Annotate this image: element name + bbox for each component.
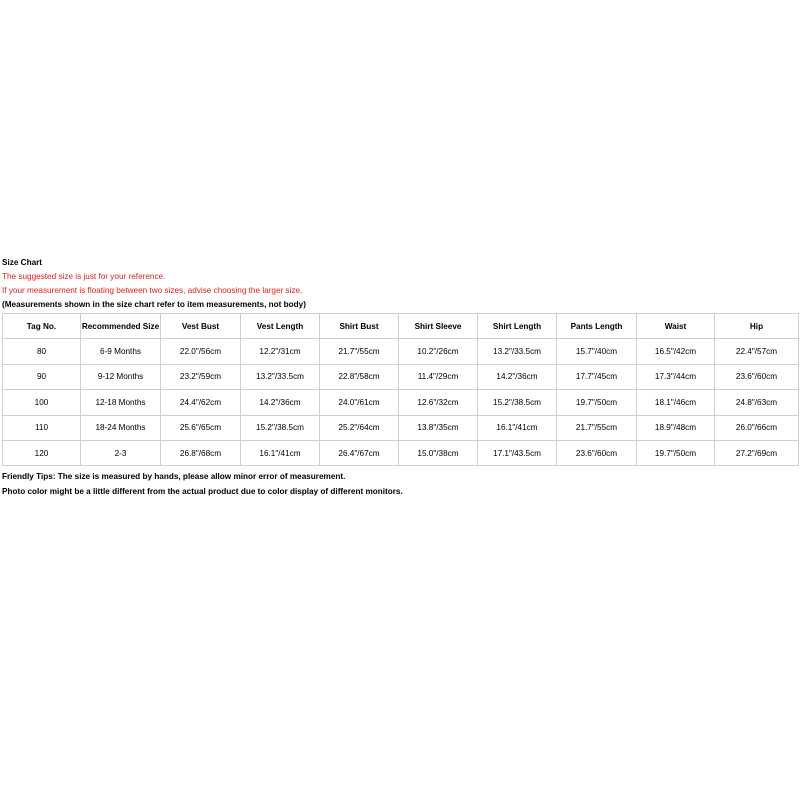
table-cell: 16.1"/41cm [478, 415, 557, 440]
table-cell: 17.3"/44cm [637, 364, 715, 389]
larger-size-advice: If your measurement is floating between two sizes, advise choosing the larger size. [2, 286, 303, 295]
table-cell: 110 [3, 415, 81, 440]
table-cell: 13.8"/35cm [399, 415, 478, 440]
table-cell: 13.2"/33.5cm [241, 364, 320, 389]
header-vest-length: Vest Length [241, 314, 320, 339]
table-cell: 15.7"/40cm [557, 339, 637, 364]
table-cell: 100 [3, 390, 81, 415]
table-cell: 25.2"/64cm [320, 415, 399, 440]
table-row [3, 339, 799, 364]
tips-section [2, 470, 799, 499]
table-cell: 26.8"/68cm [161, 440, 241, 465]
table-cell: 16.5"/42cm [637, 339, 715, 364]
header-tag-no: Tag No. [3, 314, 81, 339]
table-cell: 15.2"/38.5cm [241, 415, 320, 440]
table-cell: 22.8"/58cm [320, 364, 399, 389]
reference-note: The suggested size is just for your reference. [2, 272, 166, 281]
table-cell: 15.2"/38.5cm [478, 390, 557, 415]
table-cell: 24.8"/63cm [715, 390, 799, 415]
header-hip: Hip [715, 314, 799, 339]
table-cell: 9-12 Months [81, 364, 161, 389]
table-cell: 17.7"/45cm [557, 364, 637, 389]
table-cell: 23.6"/60cm [557, 440, 637, 465]
header-shirt-length: Shirt Length [478, 314, 557, 339]
table-cell: 6-9 Months [81, 339, 161, 364]
table-cell: 15.0"/38cm [399, 440, 478, 465]
table-row [3, 364, 799, 389]
table-cell: 10.2"/26cm [399, 339, 478, 364]
table-row [3, 440, 799, 465]
table-cell: 18.9"/48cm [637, 415, 715, 440]
table-cell: 19.7"/50cm [557, 390, 637, 415]
table-cell: 26.4"/67cm [320, 440, 399, 465]
table-cell: 120 [3, 440, 81, 465]
size-table [2, 313, 799, 466]
table-cell: 25.6"/65cm [161, 415, 241, 440]
table-cell: 23.2"/59cm [161, 364, 241, 389]
table-cell: 22.0"/56cm [161, 339, 241, 364]
table-cell: 21.7"/55cm [320, 339, 399, 364]
table-cell: 18.1"/46cm [637, 390, 715, 415]
table-cell: 13.2"/33.5cm [478, 339, 557, 364]
photo-color-note: Photo color might be a little different from the actual product due to color display of different monitors. [2, 486, 403, 496]
header-shirt-bust: Shirt Bust [320, 314, 399, 339]
table-cell: 11.4"/29cm [399, 364, 478, 389]
table-cell: 24.0"/61cm [320, 390, 399, 415]
header-vest-bust: Vest Bust [161, 314, 241, 339]
table-cell: 24.4"/62cm [161, 390, 241, 415]
table-cell: 12.6"/32cm [399, 390, 478, 415]
header-shirt-sleeve: Shirt Sleeve [399, 314, 478, 339]
table-row [3, 390, 799, 415]
size-chart-section [2, 256, 799, 499]
table-cell: 2-3 [81, 440, 161, 465]
table-cell: 22.4"/57cm [715, 339, 799, 364]
size-chart-title: Size Chart [2, 258, 43, 267]
table-cell: 90 [3, 364, 81, 389]
table-cell: 23.6"/60cm [715, 364, 799, 389]
table-cell: 12-18 Months [81, 390, 161, 415]
table-cell: 27.2"/69cm [715, 440, 799, 465]
table-cell: 17.1"/43.5cm [478, 440, 557, 465]
friendly-tips: Friendly Tips: The size is measured by hands, please allow minor error of measurement. [2, 472, 346, 482]
table-cell: 21.7"/55cm [557, 415, 637, 440]
table-row [3, 415, 799, 440]
table-cell: 26.0"/66cm [715, 415, 799, 440]
table-header-row [3, 314, 799, 339]
measurement-note: (Measurements shown in the size chart refer to item measurements, not body) [2, 300, 306, 309]
table-cell: 12.2"/31cm [241, 339, 320, 364]
table-cell: 14.2"/36cm [241, 390, 320, 415]
header-waist: Waist [637, 314, 715, 339]
table-cell: 19.7"/50cm [637, 440, 715, 465]
table-cell: 14.2"/36cm [478, 364, 557, 389]
header-recommended-size: Recommended Size [81, 314, 161, 339]
header-pants-length: Pants Length [557, 314, 637, 339]
table-cell: 18-24 Months [81, 415, 161, 440]
table-cell: 80 [3, 339, 81, 364]
table-cell: 16.1"/41cm [241, 440, 320, 465]
